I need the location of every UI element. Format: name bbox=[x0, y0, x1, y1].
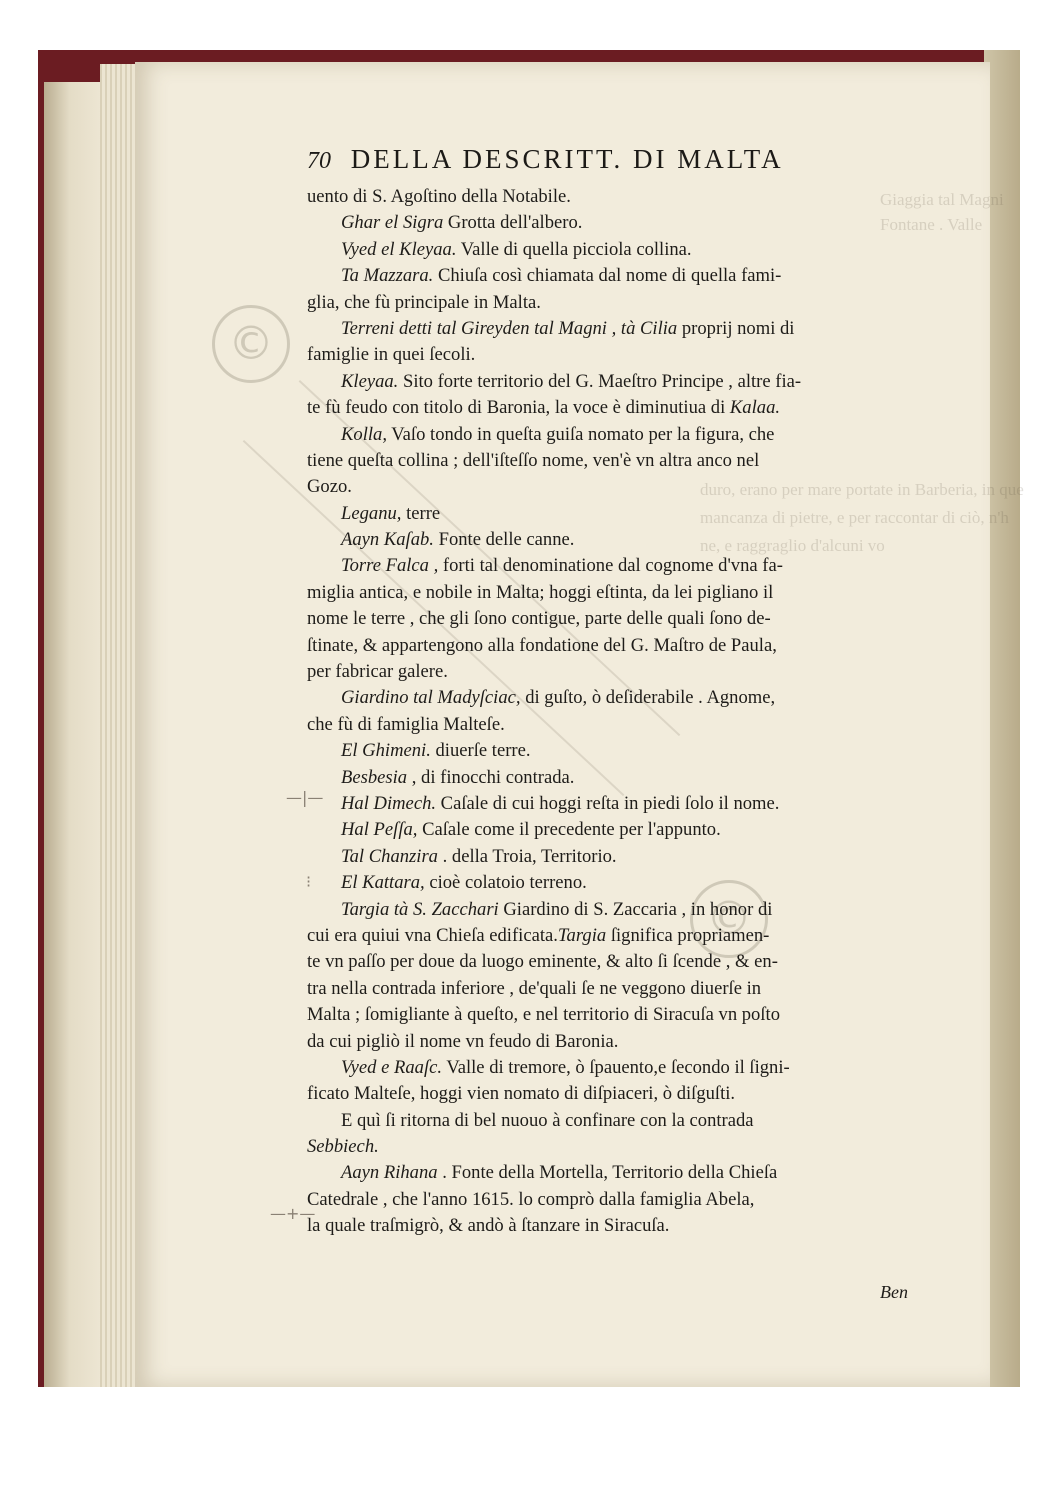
italic-term: Ghar el Sigra bbox=[341, 212, 444, 234]
text-line bbox=[307, 316, 952, 342]
line-text: E quì ſi ritorna di bel nuouo à confinare con la contrada bbox=[341, 1109, 754, 1131]
line-text: Malta ; ſomigliante à queſto, e nel territorio di Siracuſa vn poſto bbox=[307, 1004, 780, 1026]
italic-term: Kolla, bbox=[341, 423, 387, 445]
bleed-through-text: mancanza di pietre, e per raccontar di ciò, n'h bbox=[700, 508, 1009, 527]
text-line bbox=[307, 1160, 952, 1186]
left-page-leaf bbox=[44, 82, 108, 1387]
catchword: Ben bbox=[880, 1282, 908, 1302]
line-text: di guſto, ò deſiderabile . Agnome, bbox=[520, 687, 776, 709]
italic-term: El Ghimeni. bbox=[341, 740, 431, 762]
text-line bbox=[307, 1029, 952, 1055]
italic-term: Hal Peſſa, bbox=[341, 819, 418, 841]
text-line bbox=[307, 606, 952, 632]
italic-term: Giardino tal Madyſciac, bbox=[341, 687, 521, 709]
italic-term: Sebbiech. bbox=[307, 1136, 379, 1158]
text-line bbox=[307, 685, 952, 711]
text-line bbox=[307, 923, 952, 949]
line-text: te fù feudo con titolo di Baronia, la voce è diminutiua di bbox=[307, 397, 730, 419]
italic-term: Targia tà S. Zacchari bbox=[341, 898, 499, 920]
line-text: ſtinate, & appartengono alla fondatione del G. Maſtro de Paula, bbox=[307, 634, 777, 656]
margin-annotation-mark: ⁝ bbox=[306, 872, 312, 891]
copyright-seal-icon bbox=[212, 305, 290, 383]
italic-term: Leganu, bbox=[341, 502, 402, 524]
page-body-text bbox=[307, 184, 952, 1240]
text-line bbox=[307, 633, 952, 659]
text-line bbox=[307, 448, 952, 474]
italic-term: Targia bbox=[557, 924, 607, 946]
italic-term: Vyed el Kleyaa. bbox=[341, 238, 457, 260]
margin-annotation-mark: —+— bbox=[270, 1204, 316, 1223]
line-text: Valle di quella picciola collina. bbox=[456, 238, 692, 260]
italic-term: Terreni detti tal Gireyden tal Magni , tà Cilia bbox=[341, 317, 678, 339]
bleed-through-text: duro, erano per mare portate in Barberia, in que bbox=[700, 480, 1024, 499]
line-text: miglia antica, e nobile in Malta; hoggi eſtinta, da lei pigliano il bbox=[307, 581, 774, 603]
text-line bbox=[307, 237, 952, 263]
italic-term: Tal Chanzira bbox=[341, 845, 438, 867]
line-text: Grotta dell'albero. bbox=[443, 212, 583, 234]
line-text: forti tal denominatione dal cognome d'vna fa- bbox=[438, 555, 783, 577]
text-line bbox=[307, 263, 952, 289]
line-text: Caſale come il precedente per l'appunto. bbox=[417, 819, 721, 841]
line-text: tiene queſta collina ; dell'iſteſſo nome, ven'è vn altra anco nel bbox=[307, 449, 760, 471]
text-line bbox=[307, 553, 952, 579]
line-text: Catedrale , che l'anno 1615. lo comprò dalla famiglia Abela, bbox=[307, 1188, 755, 1210]
margin-annotation-mark: —|— bbox=[286, 788, 324, 807]
line-text: , di finocchi contrada. bbox=[407, 766, 575, 788]
text-line bbox=[307, 1002, 952, 1028]
line-text: terre bbox=[401, 502, 441, 524]
line-text: cioè colatoio terreno. bbox=[424, 872, 587, 894]
text-line bbox=[307, 1055, 952, 1081]
italic-term: Torre Falca , bbox=[341, 555, 439, 577]
line-text: diuerſe terre. bbox=[430, 740, 531, 762]
text-line bbox=[307, 474, 952, 500]
line-text: Fonte delle canne. bbox=[433, 529, 575, 551]
line-text: la quale traſmigrò, & andò à ſtanzare in Siracuſa. bbox=[307, 1215, 670, 1237]
line-text: Chiuſa così chiamata dal nome di quella fami- bbox=[433, 265, 782, 287]
line-text: tra nella contrada inferiore , de'quali ſe ne veggono diuerſe in bbox=[307, 977, 762, 999]
text-line bbox=[307, 395, 952, 421]
italic-term: El Kattara, bbox=[341, 872, 425, 894]
text-line bbox=[307, 342, 952, 368]
text-line bbox=[307, 580, 952, 606]
line-text: Caſale di cui hoggi reſta in piedi ſolo il nome. bbox=[436, 792, 780, 814]
text-line bbox=[307, 1213, 952, 1239]
line-text: cui era quiui vna Chieſa edificata. bbox=[307, 924, 558, 946]
text-line bbox=[307, 501, 952, 527]
text-line bbox=[307, 369, 952, 395]
italic-term: Ta Mazzara. bbox=[341, 265, 434, 287]
line-text: Vaſo tondo in queſta guiſa nomato per la figura, che bbox=[386, 423, 775, 445]
text-line bbox=[307, 791, 952, 817]
running-header bbox=[307, 144, 867, 175]
page-edges bbox=[100, 64, 140, 1387]
text-line bbox=[307, 897, 952, 923]
italic-term: Aayn Rihana bbox=[341, 1162, 438, 1184]
text-line bbox=[307, 738, 952, 764]
bleed-through-text: Giaggia tal Magni bbox=[880, 190, 1004, 209]
line-text: ſignifica propriamen- bbox=[606, 924, 770, 946]
line-text: nome le terre , che gli ſono contigue, parte delle quali ſono de- bbox=[307, 608, 771, 630]
line-text: proprij nomi di bbox=[677, 317, 795, 339]
line-text: . Fonte della Mortella, Territorio della Chieſa bbox=[437, 1162, 778, 1184]
line-text: glia, che fù principale in Malta. bbox=[307, 291, 541, 313]
text-line bbox=[307, 949, 952, 975]
text-line bbox=[307, 527, 952, 553]
text-line bbox=[307, 1108, 952, 1134]
italic-term: Vyed e Raaſc. bbox=[341, 1056, 443, 1078]
line-text: Gozo. bbox=[307, 476, 352, 498]
text-line bbox=[307, 422, 952, 448]
page-number: 70 bbox=[307, 148, 331, 174]
line-text: Giardino di S. Zaccaria , in honor di bbox=[498, 898, 773, 920]
text-line bbox=[307, 844, 952, 870]
line-text: ficato Malteſe, hoggi vien nomato di diſpiaceri, ò diſguſti. bbox=[307, 1083, 736, 1105]
italic-term: Aayn Kaſab. bbox=[341, 529, 434, 551]
text-line bbox=[307, 290, 952, 316]
text-line bbox=[307, 976, 952, 1002]
italic-term: Hal Dimech. bbox=[341, 792, 437, 814]
italic-term: Besbesia bbox=[341, 766, 408, 788]
text-line bbox=[307, 1134, 952, 1160]
text-line bbox=[307, 1081, 952, 1107]
line-text: . della Troia, Territorio. bbox=[437, 845, 617, 867]
line-text: famiglie in quei ſecoli. bbox=[307, 344, 476, 366]
text-line bbox=[307, 712, 952, 738]
bleed-through-text: ne, e raggraglio d'alcuni vo bbox=[700, 536, 885, 555]
text-line bbox=[307, 659, 952, 685]
italic-term: Kalaa. bbox=[729, 397, 781, 419]
text-line bbox=[307, 184, 952, 210]
text-line bbox=[307, 210, 952, 236]
running-title: DELLA DESCRITT. DI MALTA bbox=[350, 144, 784, 174]
text-line bbox=[307, 817, 952, 843]
line-text: Valle di tremore, ò ſpauento,e ſecondo il ſigni- bbox=[442, 1056, 790, 1078]
italic-term: Kleyaa. bbox=[341, 370, 399, 392]
line-text: per fabricar galere. bbox=[307, 661, 448, 683]
text-line bbox=[307, 765, 952, 791]
line-text: uento di S. Agoſtino della Notabile. bbox=[307, 186, 571, 207]
line-text: Sito forte territorio del G. Maeſtro Principe , altre fia- bbox=[398, 370, 802, 392]
bleed-through-text: Fontane . Valle bbox=[880, 215, 983, 234]
text-line bbox=[307, 870, 952, 896]
line-text: da cui pigliò il nome vn feudo di Baronia. bbox=[307, 1030, 619, 1052]
text-line bbox=[307, 1187, 952, 1213]
line-text: che fù di famiglia Malteſe. bbox=[307, 713, 505, 735]
line-text: te vn paſſo per doue da luogo eminente, & alto ſi ſcende , & en- bbox=[307, 951, 778, 973]
